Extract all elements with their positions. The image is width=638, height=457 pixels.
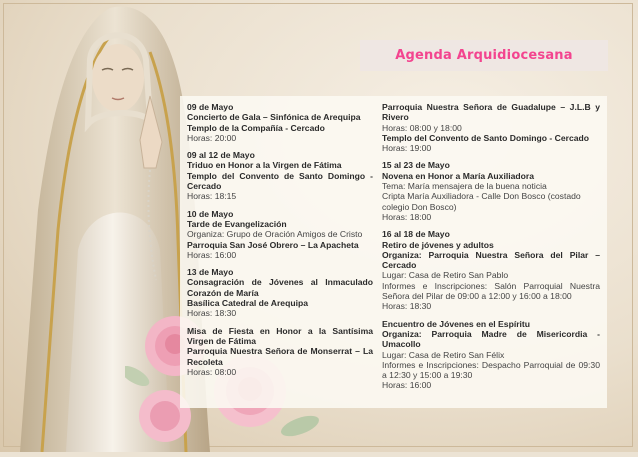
event-place: Lugar: Casa de Retiro San Félix [382,349,505,360]
event-date: 16 al 18 de Mayo [382,229,450,240]
event-organizer: Organiza: Grupo de Oración Amigos de Cristo [187,229,363,240]
event-name: Retiro de jóvenes y adultos [382,239,494,250]
event-name: Encuentro de Jóvenes en el Espíritu [382,318,531,329]
event-place-secondary: Templo del Convento de Santo Domingo - Cercado [382,132,590,143]
event-hours: Horas: 08:00 y 18:00 [382,122,462,133]
event [382,319,600,391]
event-info: Informes e Inscripciones: Despacho Parroquial de 09:30 a 12:30 y 15:00 a 19:30 [382,359,600,381]
right-column [382,102,600,398]
event-hours-secondary: Horas: 19:00 [382,143,432,154]
event-place: Lugar: Casa de Retiro San Pablo [382,270,509,281]
event [382,160,600,222]
event-hours: Horas: 08:00 [187,366,237,377]
event [382,229,600,311]
event-hours: Horas: 16:00 [187,249,237,260]
event-date: 15 al 23 de Mayo [382,160,450,171]
event [187,209,373,260]
event-place: Basílica Catedral de Arequipa [187,298,308,309]
event [187,326,373,377]
title-bar [360,40,608,71]
event-name: Misa de Fiesta en Honor a la Santísima Virgen de Fátima [187,325,373,346]
event-place: Parroquia Nuestra Señora de Monserrat – La Recoleta [187,346,373,367]
event-name: Triduo en Honor a la Virgen de Fátima [187,160,342,171]
event-place: Parroquia San José Obrero – La Apacheta [187,239,359,250]
event-hours: Horas: 18:15 [187,191,237,202]
event-organizer: Organiza: Parroquia Nuestra Señora del Pilar – Cercado [382,249,600,271]
event-theme: Tema: María mensajera de la buena noticia [382,181,547,192]
event-place: Templo del Convento de Santo Domingo - Cercado [187,170,373,192]
event-hours: Horas: 20:00 [187,132,237,143]
event-hours: Horas: 18:30 [187,308,237,319]
event-date: 09 al 12 de Mayo [187,150,255,161]
event-name: Tarde de Evangelización [187,218,287,229]
event-hours: Horas: 16:00 [382,380,432,391]
left-column [187,102,373,384]
event [187,150,373,201]
event-date: 13 de Mayo [187,267,234,278]
event-date: 10 de Mayo [187,208,234,219]
event-hours: Horas: 18:30 [382,301,432,312]
event-name: Concierto de Gala – Sinfónica de Arequipa [187,112,361,123]
event-organizer: Organiza: Parroquia Madre de Misericordia - Umacollo [382,328,600,350]
event-date: 09 de Mayo [187,102,234,112]
event-name: Consagración de Jóvenes al Inmaculado Corazón de María [187,277,373,298]
event [187,102,373,143]
event-place: Parroquia Nuestra Señora de Guadalupe – J.L.B y Rivero [382,102,600,123]
event [187,267,373,318]
event-name: Novena en Honor a María Auxiliadora [382,170,535,181]
event-place: Cripta María Auxiliadora - Calle Don Bosco (costado colegio Don Bosco) [382,191,581,212]
event-info: Informes e Inscripciones: Salón Parroquial Nuestra Señora del Pilar de 09:00 a 12:00 y 16:00 a 18:00 [382,280,600,302]
event [382,102,600,153]
event-hours: Horas: 18:00 [382,211,432,222]
event-place: Templo de la Compañía - Cercado [187,122,325,133]
page-title: Agenda Arquidiocesana [395,48,573,63]
